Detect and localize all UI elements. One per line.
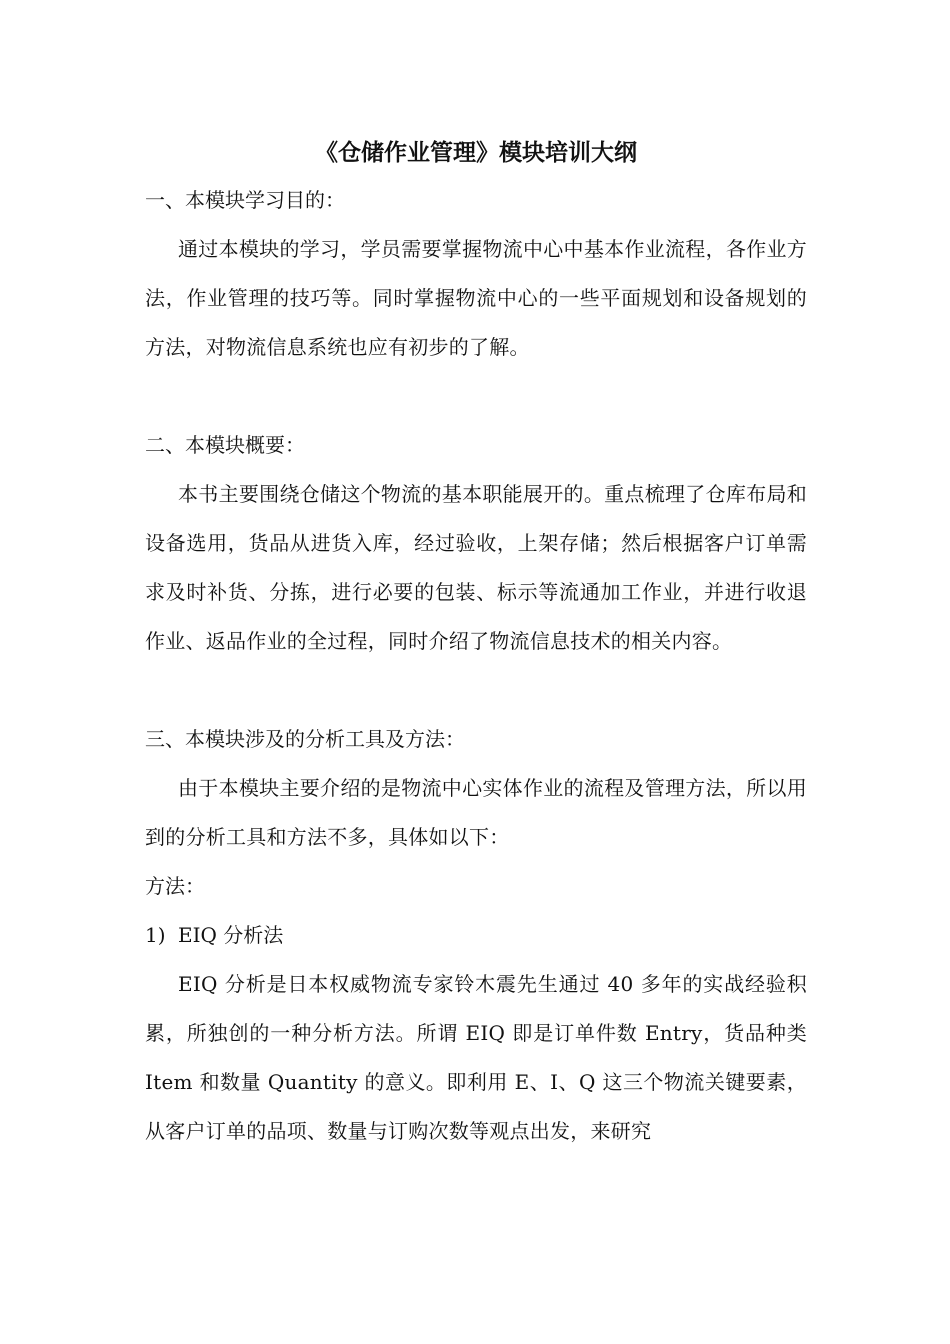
section-paragraph-overview: 本书主要围绕仓储这个物流的基本职能展开的。重点梳理了仓库布局和设备选用，货品从进货入库，经过验收，上架存储；然后根据客户订单需求及时补货、分拣，进行必要的包装、标示等流通加工作业，并进行收退作业、返品作业的全过程，同时介绍了物流信息技术的相关内容。 (145, 482, 807, 653)
section-heading-purpose: 一、本模块学习目的： (145, 188, 345, 212)
section-paragraph-tools: 由于本模块主要介绍的是物流中心实体作业的流程及管理方法，所以用到的分析工具和方法不多，具体如以下： (145, 776, 807, 849)
section-paragraph-purpose: 通过本模块的学习，学员需要掌握物流中心中基本作业流程，各作业方法，作业管理的技巧等。同时掌握物流中心的一些平面规划和设备规划的方法，对物流信息系统也应有初步的了解。 (145, 237, 807, 359)
section-paragraph-eiq: EIQ 分析是日本权威物流专家铃木震先生通过 40 多年的实战经验积累，所独创的一种分析方法。所谓 EIQ 即是订单件数 Entry，货品种类 Item 和数量 Quantity 的意义。即利用 E、I、Q 这三个物流关键要素，从客户订单的品项、数量与订购次数等观点出发，来研究 (145, 972, 807, 1143)
document-page (145, 132, 807, 1156)
methods-label: 方法： (145, 874, 205, 898)
section-spacer (145, 372, 807, 421)
section-heading-tools: 三、本模块涉及的分析工具及方法： (145, 727, 465, 751)
list-item-label: EIQ 分析法 (178, 923, 284, 947)
section-spacer (145, 666, 807, 715)
section-heading-overview: 二、本模块概要： (145, 433, 305, 457)
list-item-eiq (145, 911, 807, 960)
document-title: 《仓储作业管理》模块培训大纲 (315, 139, 637, 166)
list-item-number: 1) (145, 923, 166, 947)
